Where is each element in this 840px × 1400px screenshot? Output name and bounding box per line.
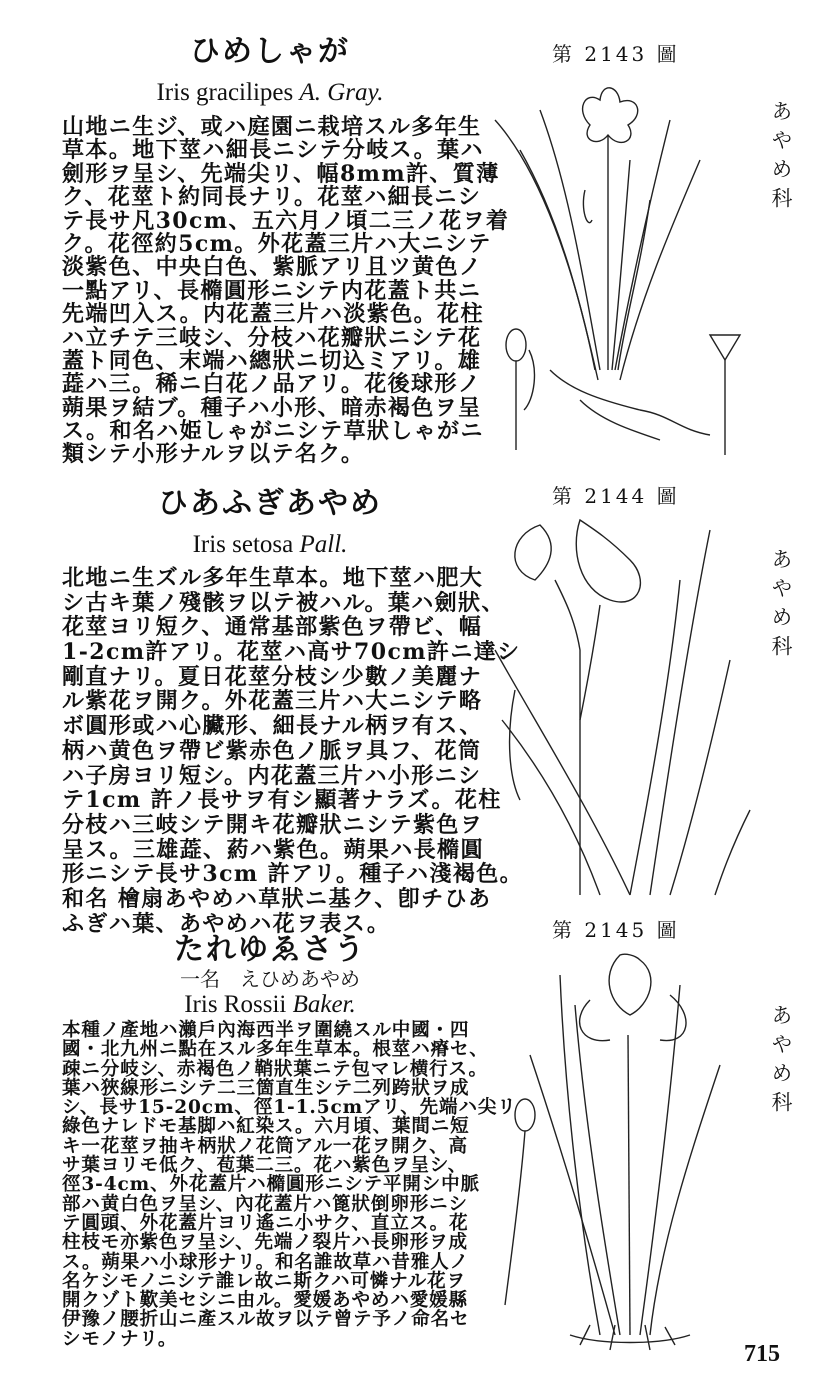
text-line: サ葉ヨリモ低ク、苞葉二三。花ハ紫色ヲ呈シ、 (62, 1155, 468, 1177)
latin-author: A. Gray. (299, 79, 384, 106)
text-line: 1-2cm許アリ。花莖ハ高サ70cm許ニ達シ (62, 639, 521, 666)
entry-title-himeshaga: ひめしゃが (190, 34, 350, 69)
entry-latin-name (60, 80, 480, 106)
text-line: 山地ニ生ジ、或ハ庭園ニ栽培スル多年生 (62, 114, 482, 140)
text-line: ボ圓形或ハ心臟形、細長ナル柄ヲ有ス、 (62, 713, 483, 740)
latin-author: Baker. (292, 991, 356, 1018)
latin-author: Pall. (299, 531, 348, 558)
text-line: キ一花莖ヲ抽キ柄狀ノ花筒アル一花ヲ開ク、高 (62, 1135, 468, 1157)
text-line: 一點アリ、長橢圓形ニシテ内花蓋ト共ニ (62, 277, 482, 304)
text-line: ク。花徑約5cm。外花蓋三片ハ大ニシテ (62, 230, 492, 257)
text-line: 草本。地下莖ハ細長ニシテ分岐ス。葉ハ (62, 137, 484, 164)
text-line: 分枝ハ三岐シテ開キ花瓣狀ニシテ紫色ヲ (62, 811, 484, 838)
text-line: ハ立チテ三岐シ、分枝ハ花瓣狀ニシテ花 (62, 324, 482, 351)
text-line: シ、長サ15-20cm、徑1-1.5cmアリ、先端ハ尖リ (62, 1097, 517, 1119)
text-line: 花莖ヨリ短ク、通常基部紫色ヲ帶ビ、幅 (62, 614, 483, 641)
figure-label: 第 2144 圖 (552, 484, 680, 508)
entry-alias: 一名 えひめあやめ (180, 967, 360, 991)
text-line: 柱枝モ亦紫色ヲ呈シ、先端ノ裂片ハ長卵形ヲ成 (62, 1232, 468, 1254)
entry-description (62, 114, 510, 468)
text-line: 蓋ト同色、末端ハ總狀ニ切込ミアリ。雄 (62, 347, 482, 374)
figure-label: 第 2145 圖 (552, 918, 680, 942)
text-line: 綠色ナレドモ基脚ハ紅染ス。六月頃、葉間ニ短 (62, 1116, 470, 1138)
text-line: 徑3-4cm、外花蓋片ハ橢圓形ニシテ平開シ中脈 (62, 1174, 480, 1196)
text-line: 名ケシモノニシテ誰レ故ニ斯クハ可憐ナル花ヲ (62, 1270, 466, 1292)
text-line: 柄ハ黄色ヲ帶ビ紫赤色ノ脈ヲ具フ、花筒 (62, 737, 482, 764)
latin-species: Iris gracilipes (156, 79, 294, 106)
text-line: 本種ノ產地ハ瀨戶內海西半ヲ圍繞スル中國・四 (62, 1020, 470, 1041)
text-line: ス。和名ハ姫しゃがニシテ草狀しゃがニ (62, 418, 484, 445)
text-line: 葉ハ狹線形ニシテ二三箇直生シテ二列跨狀ヲ成 (62, 1077, 470, 1099)
text-line: テ1cm 許ノ長サヲ有シ顯著ナラズ。花柱 (62, 787, 502, 814)
text-line: 劍形ヲ呈シ、先端尖リ、幅8mm許、質薄 (62, 160, 500, 187)
text-line: 國・北九州ニ點在スル多年生草本。根莖ハ瘠セ、 (62, 1039, 489, 1061)
text-line: ふぎハ葉、あやめハ花ヲ表ス。 (62, 910, 391, 937)
text-line: 淡紫色、中央白色、紫脈アリ且ツ黄色ノ (62, 254, 483, 281)
text-line: 伊豫ノ腰折山ニ產スル故ヲ以テ曾テ予ノ命名セ (62, 1309, 470, 1331)
entry-latin-name (60, 992, 480, 1018)
text-line: シモノナリ。 (62, 1328, 178, 1350)
text-line: ク、花莖ト約同長ナリ。花莖ハ細長ニシ (62, 184, 482, 211)
family-label: あやめ科 (769, 100, 793, 216)
family-label: あやめ科 (769, 1004, 793, 1120)
text-line: 呈ス。三雄蕋、葯ハ紫色。蒴果ハ長橢圓 (62, 836, 484, 863)
iris-setosa-illustration (490, 510, 765, 900)
text-line: 先端凹入ス。内花蓋三片ハ淡紫色。花柱 (62, 301, 484, 328)
entry-latin-name (60, 532, 480, 558)
text-line: 形ニシテ長サ3cm 許アリ。種子ハ淺褐色。 (62, 861, 524, 888)
page-number: 715 (744, 1341, 780, 1367)
entry-description (62, 565, 524, 937)
iris-rossii-illustration (495, 945, 750, 1365)
text-line: 剛直ナリ。夏日花莖分枝シ少數ノ美麗ナ (62, 663, 483, 690)
family-label: あやめ科 (769, 548, 793, 664)
figure-label: 第 2143 圖 (552, 42, 680, 66)
text-line: シ古キ葉ノ殘骸ヲ以テ被ハル。葉ハ劍狀、 (62, 589, 505, 616)
text-line: 類シテ小形ナルヲ以テ名ク。 (62, 441, 365, 468)
text-line: 開クゾト歎美セシニ由ル。愛媛あやめハ愛媛縣 (62, 1290, 468, 1312)
text-line: ル紫花ヲ開ク。外花蓋三片ハ大ニシテ略 (62, 688, 483, 715)
text-line: 蕋ハ三。稀ニ白花ノ品アリ。花後球形ノ (62, 371, 482, 398)
text-line: ハ子房ヨリ短シ。内花蓋三片ハ小形ニシ (62, 762, 482, 789)
text-line: ス。蒴果ハ小球形ナリ。和名誰故草ハ昔雅人ノ (62, 1251, 470, 1273)
entry-description (62, 1020, 517, 1350)
latin-species: Iris Rossii (184, 991, 287, 1018)
entry-title-hiougiayame: ひあふぎあやめ (158, 486, 382, 521)
text-line: 北地ニ生ズル多年生草本。地下莖ハ肥大 (62, 565, 484, 591)
latin-species: Iris setosa (192, 531, 294, 558)
text-line: テ長サ凡30cm、五六月ノ頃二三ノ花ヲ着 (62, 207, 510, 234)
text-line: 部ハ黄白色ヲ呈シ、內花蓋片ハ篦狀倒卵形ニシ (62, 1193, 468, 1215)
text-line: 和名 檜扇あやめハ草狀ニ基ク、卽チひあ (62, 885, 492, 912)
text-line: テ圓頭、外花蓋片ヨリ遙ニ小サク、直立ス。花 (62, 1212, 469, 1234)
text-line: 疎ニ分岐シ、赤褐色ノ鞘狀葉ニテ包マレ横行ス。 (62, 1058, 488, 1080)
iris-gracilipes-illustration (490, 70, 770, 460)
entry-title-tareyuesou: たれゆゑさう (174, 932, 366, 967)
text-line: 蒴果ヲ結ブ。種子ハ小形、暗赤褐色ヲ呈 (62, 394, 482, 421)
